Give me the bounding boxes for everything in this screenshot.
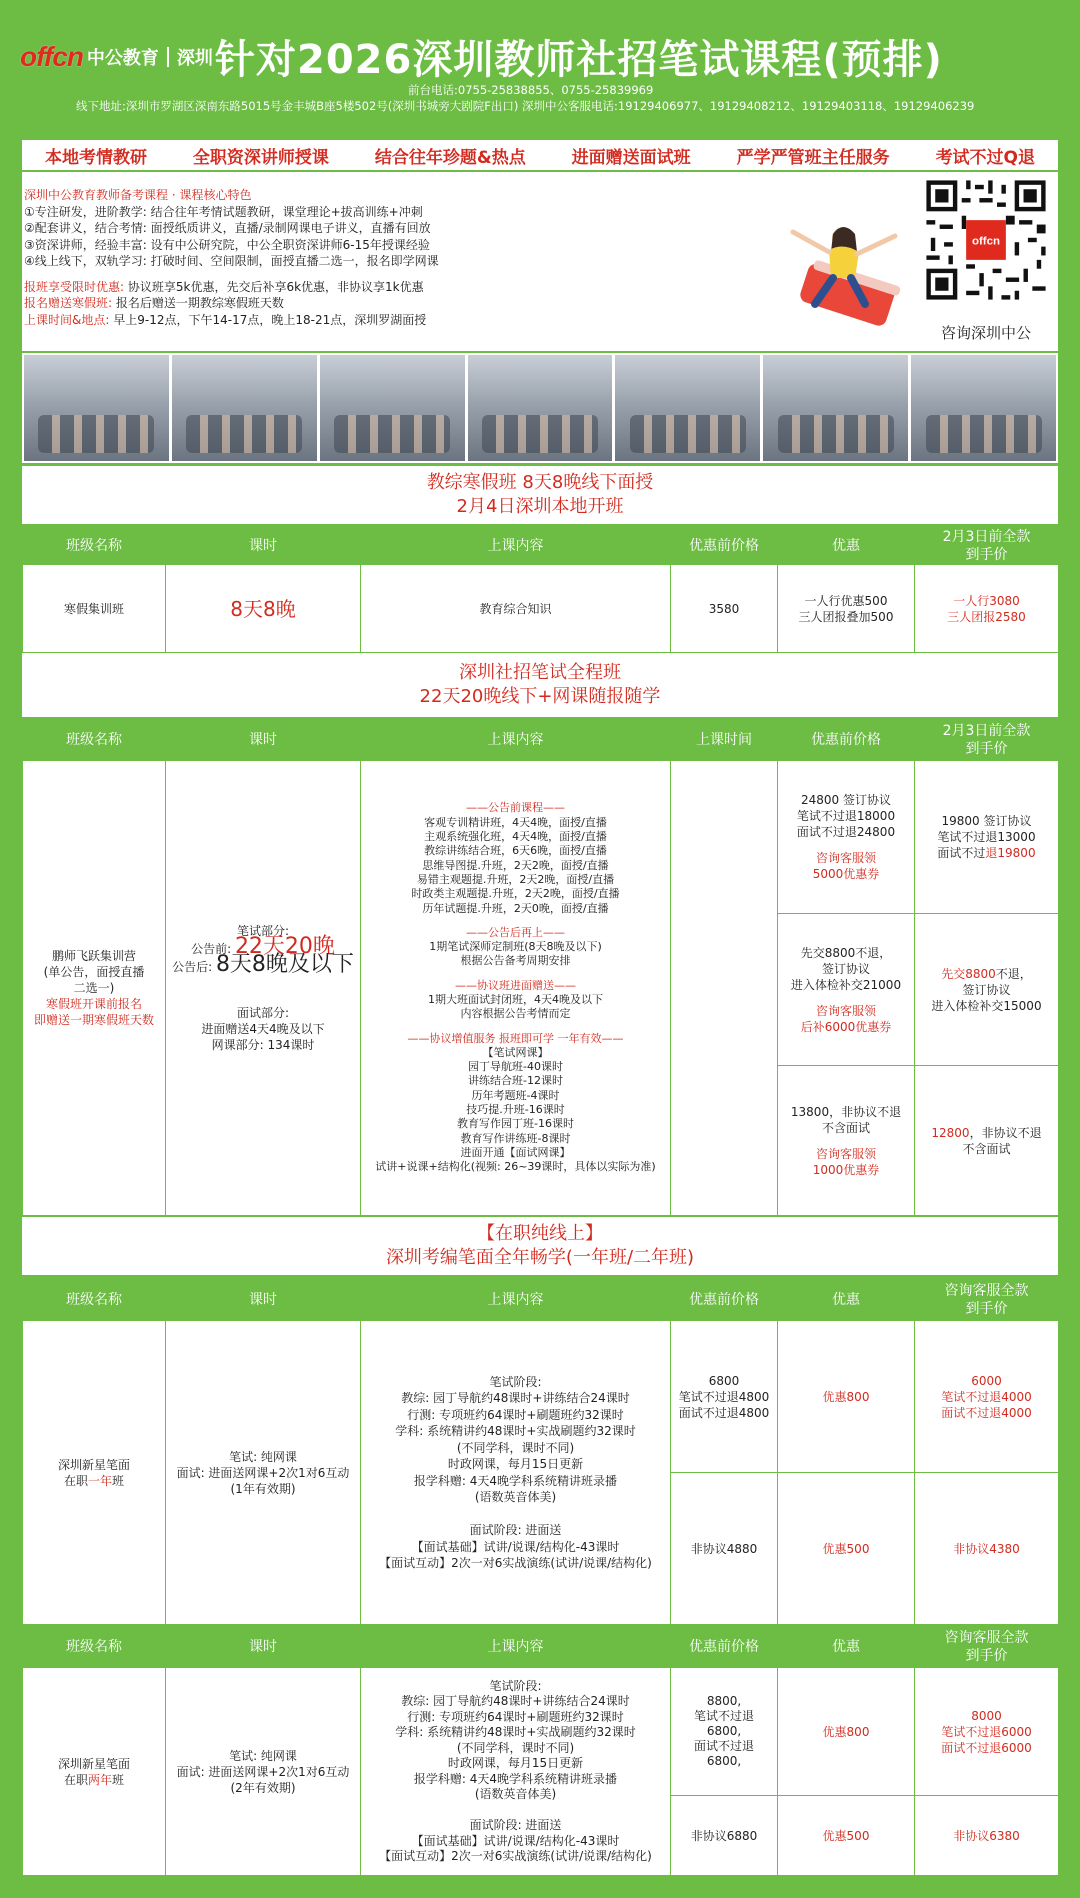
table-row	[23, 1668, 1059, 1796]
price-text: 先交8800不退， 签订协议 进入体检补交21000	[790, 945, 902, 992]
class-price: 非协议4880	[671, 1473, 778, 1625]
intro-item: ②配套讲义，结合考情: 面授纸质讲义，直播/录制网课电子讲义，直播有回放	[24, 221, 431, 235]
col-header: 班级名称	[23, 527, 166, 565]
hours-pre: 22天20晚	[234, 934, 335, 959]
logo-name: 中公教育	[86, 48, 159, 69]
class-content: 笔试阶段: 教综: 园丁导航约48课时+讲练结合24课时 行测: 专项班约64课时+刷题班约32课时 学科: 系统精讲约48课时+实战刷题约32课时 (不同学科，课时不同) 时政网课，每月15日更新 报学科赠: 4天4晚学科系统精讲班录播 (语数英音体美) 面试阶段: 进面送 【面试基础】试讲/说课/结构化-43课时 【面试互动】2次一对6实战演练(试讲/说课/结构化)	[361, 1668, 671, 1876]
hours-iv-label: 面试部分:	[236, 1006, 290, 1020]
class-name-main: 鹏师飞跃集训营 (单公告，面授直播 二选一)	[43, 949, 145, 995]
table-row	[23, 565, 1059, 653]
col-header: 优惠	[778, 527, 915, 565]
gift-label: 报名赠送寒假班:	[24, 296, 113, 310]
class-discount: 优惠500	[778, 1796, 915, 1876]
classroom-photos	[22, 353, 1058, 463]
student-illustration	[785, 212, 905, 327]
intro-item: ①专注研发，进阶教学: 结合往年考情试题教研，课堂理论+拔高训练+冲刺	[24, 204, 423, 219]
qr-logo-text: offcn	[971, 235, 1001, 248]
qr-caption: 咨询深圳中公	[940, 324, 1031, 342]
full-course-table	[22, 719, 1059, 1216]
col-header: 班级名称	[23, 720, 166, 761]
class-price: 非协议6880	[671, 1796, 778, 1876]
logo-divider	[167, 47, 169, 67]
hours-label: 笔试部分:	[236, 924, 290, 938]
feature-bar	[22, 140, 1058, 172]
gift-text: 报名后赠送一期教综寒假班天数	[115, 296, 284, 310]
section3-title-line2: 深圳考编笔面全年畅学(一年班/二年班)	[385, 1247, 695, 1268]
address-line: 线下地址:深圳市罗湖区深南东路5015号金丰城B座5楼502号(深圳书城旁大剧院F出口) 深圳中公客服电话:19129406977、19129408212、19129403118、19129406239	[76, 99, 975, 113]
col-header: 2月3日前全款 到手价	[915, 720, 1059, 761]
content-section-text: 1期大班面试封闭班，4天4晚及以下 内容根据公告考情而定	[428, 993, 603, 1021]
feature-item: 全职资深讲师授课	[192, 147, 329, 168]
name-text: 深圳新星笔面 在职	[57, 1756, 130, 1787]
final-text: 不退， 签订协议 进入体检补交15000	[931, 966, 1042, 1013]
section3-title-line1: 【在职纯线上】	[477, 1223, 603, 1244]
page-title: 针对2026深圳教师社招笔试课程(预排)	[215, 37, 943, 83]
offer-text: 协议班享5k优惠，先交后补享6k优惠，非协议享1k优惠	[127, 279, 424, 294]
classroom-photo	[320, 355, 465, 461]
classroom-photo	[615, 355, 760, 461]
class-name	[23, 1668, 166, 1876]
class-final-price: 8000 笔试不过退6000 面试不过退6000	[915, 1668, 1059, 1796]
class-time	[671, 761, 778, 1216]
intro-item: ③资深讲师，经验丰富: 设有中公研究院，中公全职资深讲师6-15年授课经验	[24, 237, 430, 252]
col-header: 2月3日前全款 到手价	[915, 527, 1059, 565]
section3-title	[22, 1217, 1058, 1275]
col-header: 上课内容	[361, 1627, 671, 1668]
col-header: 咨询客服全款 到手价	[915, 1280, 1059, 1321]
section2-title-line1: 深圳社招笔试全程班	[459, 662, 621, 683]
class-content	[361, 761, 671, 1216]
col-header: 班级名称	[23, 1627, 166, 1668]
final-highlight: 先交8800	[941, 966, 996, 981]
content-section-text: 【笔试网课】 园丁导航班-40课时 讲练结合班-12课时 历年考题班-4课时 技巧提.升班-16课时 教育写作园丁班-16课时 教育写作讲练班-8课时 进面开通【面试网课】 试讲+说课+结构化(视频: 26~39课时，具体以实际为准)	[375, 1045, 656, 1174]
price-coupon: 咨询客服领 后补6000优惠券	[800, 1003, 892, 1034]
class-final-price	[915, 1066, 1059, 1216]
classroom-photo	[468, 355, 613, 461]
feature-item: 本地考情教研	[44, 147, 147, 168]
brand-logo	[20, 42, 213, 72]
classroom-photo	[24, 355, 169, 461]
class-price	[778, 761, 915, 914]
col-header: 上课内容	[361, 527, 671, 565]
class-price	[778, 914, 915, 1066]
hours-pre-label: 公告前:	[191, 942, 232, 956]
offer-label: 报班享受限时优惠:	[24, 279, 125, 294]
class-final-price: 非协议6380	[915, 1796, 1059, 1876]
hours-post-label: 公告后:	[172, 960, 213, 974]
col-header: 课时	[166, 1280, 361, 1321]
class-price: 6800 笔试不过退4800 面试不过退4800	[671, 1321, 778, 1473]
content-section-title: ——协议增值服务 报班即可学 一年有效——	[407, 1031, 624, 1045]
qr-code[interactable]	[922, 176, 1050, 304]
content-section-title: ——协议班进面赠送——	[455, 978, 576, 992]
section1-title-line2: 2月4日深圳本地开班	[456, 496, 624, 517]
final-highlight: 12800	[931, 1125, 970, 1140]
section1-title-line1: 教综寒假班 8天8晚线下面授	[426, 472, 654, 493]
class-final-price: 非协议4380	[915, 1473, 1059, 1625]
class-hours: 笔试: 纯网课 面试: 进面送网课+2次1对6互动 (1年有效期)	[166, 1321, 361, 1625]
feature-item: 进面赠送面试班	[571, 147, 691, 168]
classroom-photo	[172, 355, 317, 461]
col-header: 班级名称	[23, 1280, 166, 1321]
classroom-photo	[763, 355, 908, 461]
intro-heading: 深圳中公教育教师备考课程 · 课程核心特色	[24, 188, 252, 202]
class-discount: 优惠800	[778, 1668, 915, 1796]
col-header: 优惠前价格	[671, 527, 778, 565]
class-price: 8800, 笔试不过退 6800, 面试不过退 6800,	[671, 1668, 778, 1796]
price-text: 13800，非协议不退 不含面试	[790, 1104, 902, 1135]
one-year-class-table	[22, 1279, 1059, 1625]
class-hours	[166, 761, 361, 1216]
class-hours: 8天8晚	[166, 565, 361, 653]
class-final-price	[915, 761, 1059, 914]
section2-title-line2: 22天20晚线下+网课随报随学	[419, 686, 661, 707]
logo-brand: offcn	[20, 41, 83, 72]
col-header: 优惠前价格	[671, 1627, 778, 1668]
winter-class-table	[22, 526, 1059, 653]
class-name	[23, 1321, 166, 1625]
col-header: 优惠	[778, 1280, 915, 1321]
col-header: 上课时间	[671, 720, 778, 761]
col-header: 课时	[166, 527, 361, 565]
table-row	[23, 761, 1059, 914]
intro-item: ④线上线下，双轨学习: 打破时间、空间限制，面授直播二选一，报名即学网课	[24, 254, 439, 268]
col-header: 上课内容	[361, 1280, 671, 1321]
logo-city: 深圳	[176, 48, 213, 69]
section1-title	[22, 466, 1058, 524]
name-suffix: 班	[112, 1772, 125, 1787]
price-coupon: 咨询客服领 5000优惠券	[812, 851, 880, 881]
final-text: ，非协议不退 不含面试	[962, 1125, 1042, 1156]
class-discount: 一人行优惠500 三人团报叠加500	[778, 565, 915, 653]
final-highlight: 退19800	[985, 846, 1036, 860]
section2-title	[22, 653, 1058, 717]
col-header: 上课内容	[361, 720, 671, 761]
classroom-photo	[911, 355, 1056, 461]
class-discount: 优惠800	[778, 1321, 915, 1473]
name-suffix: 班	[112, 1473, 125, 1488]
class-final-price: 一人行3080 三人团报2580	[915, 565, 1059, 653]
col-header: 优惠前价格	[671, 1280, 778, 1321]
hours-iv: 进面赠送4天4晚及以下 网课部分: 134课时	[201, 1022, 325, 1052]
price-coupon: 咨询客服领 1000优惠券	[812, 1146, 880, 1177]
class-discount: 优惠500	[778, 1473, 915, 1625]
content-section-title: ——公告后再上——	[466, 925, 565, 939]
col-header: 优惠前价格	[778, 720, 915, 761]
phone-line: 前台电话:0755-25838855、0755-25839969	[408, 83, 654, 97]
class-final-price	[915, 914, 1059, 1066]
content-section-text: 客观专训精讲班，4天4晚，面授/直播 主观系统强化班，4天4晚，面授/直播 教综讲练结合班，6天6晚，面授/直播 思维导图提.升班，2天2晚，面授/直播 易错主观题提.升班，2天2晚，面授/直播 时政类主观题提.升班，2天2晚，面授/直播 历年试题提.升班，2天0晚，面授/直播	[411, 815, 620, 915]
name-highlight: 两年	[87, 1772, 112, 1787]
feature-item: 结合往年珍题&热点	[374, 147, 526, 168]
class-price	[778, 1066, 915, 1216]
col-header: 课时	[166, 720, 361, 761]
content-section-text: 1期笔试深师定制班(8天8晚及以下) 根据公告备考周期安排	[429, 940, 602, 968]
col-header: 优惠	[778, 1627, 915, 1668]
table-row	[23, 1321, 1059, 1473]
class-content: 教育综合知识	[361, 565, 671, 653]
final-text: 19800 签订协议 笔试不过退13000 面试不过	[937, 814, 1036, 860]
name-highlight: 一年	[87, 1473, 112, 1488]
feature-item: 严学严管班主任服务	[736, 147, 890, 168]
class-name: 寒假集训班	[23, 565, 166, 653]
col-header: 咨询客服全款 到手价	[915, 1627, 1059, 1668]
class-final-price: 6000 笔试不过退4000 面试不过退4000	[915, 1321, 1059, 1473]
time-label: 上课时间&地点:	[24, 312, 110, 327]
two-year-class-table	[22, 1626, 1059, 1876]
feature-item: 考试不过Q退	[935, 147, 1036, 168]
hours-post: 8天8晚及以下	[215, 952, 354, 977]
content-section-title: ——公告前课程——	[466, 801, 565, 815]
class-content: 笔试阶段: 教综: 园丁导航约48课时+讲练结合24课时 行测: 专项班约64课时+刷题班约32课时 学科: 系统精讲约48课时+实战刷题约32课时 (不同学科，课时不同) 时政网课，每月15日更新 报学科赠: 4天4晚学科系统精讲班录播 (语数英音体美) 面试阶段: 进面送 【面试基础】试讲/说课/结构化-43课时 【面试互动】2次一对6实战演练(试讲/说课/结构化)	[361, 1321, 671, 1625]
class-hours: 笔试: 纯网课 面试: 进面送网课+2次1对6互动 (2年有效期)	[166, 1668, 361, 1876]
col-header: 课时	[166, 1627, 361, 1668]
class-name	[23, 761, 166, 1216]
price-text: 24800 签订协议 笔试不过退18000 面试不过退24800	[796, 793, 896, 839]
name-text: 深圳新星笔面 在职	[57, 1457, 130, 1488]
time-text: 早上9-12点，下午14-17点，晚上18-21点，深圳罗湖面授	[113, 312, 427, 327]
class-name-gift: 寒假班开课前报名 即赠送一期寒假班天数	[33, 997, 154, 1027]
intro-text	[24, 187, 439, 328]
class-price: 3580	[671, 565, 778, 653]
